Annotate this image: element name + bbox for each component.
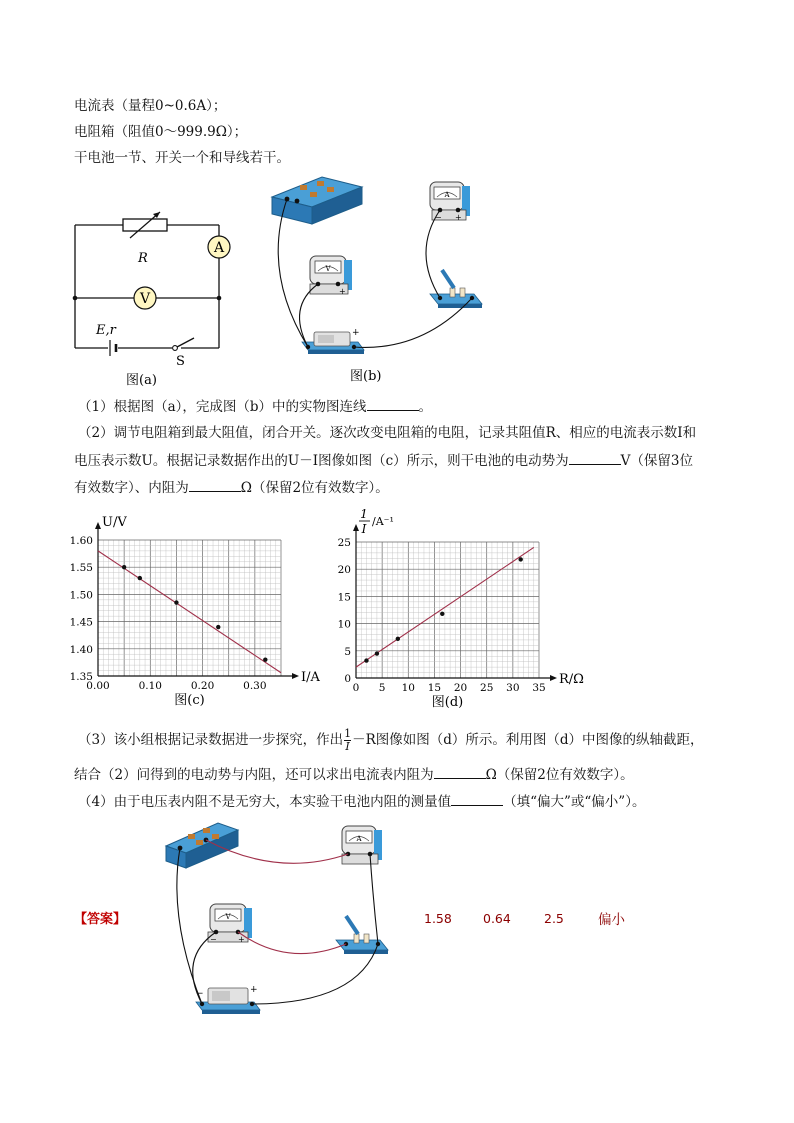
- data-point: [138, 576, 142, 580]
- x-axis-label: R/Ω: [559, 672, 584, 687]
- question-2-line-3-text: 有效数字）、内阻为: [74, 480, 189, 496]
- battery-minus: −: [196, 989, 204, 999]
- battery-holder: [196, 985, 260, 1014]
- question-4-text: （4）由于电压表内阻不是无穷大，本实验干电池内阻的测量值: [78, 794, 452, 810]
- data-point: [216, 625, 220, 629]
- y-label-unit: /A⁻¹: [372, 515, 394, 528]
- source-label: E,r: [96, 323, 116, 338]
- inverse-current-fraction: [344, 728, 351, 753]
- x-tick-label: 25: [480, 682, 494, 694]
- question-3-line-2-text: 结合（2）问得到的电动势与内阻，还可以求出电流表内阻为: [74, 767, 434, 783]
- question-2-line-3: [74, 477, 389, 498]
- battery-plus: +: [250, 985, 258, 995]
- answer-emf: 1.58: [424, 911, 452, 926]
- ammeter-device: [342, 826, 382, 864]
- equipment-resistance-box: 电阻箱（阻值0～999.9Ω）；: [74, 124, 248, 140]
- battery-holder: [302, 328, 364, 354]
- data-point: [122, 565, 126, 569]
- circuit-diagram-a: [66, 210, 236, 390]
- y-tick-label: 1.40: [69, 643, 93, 656]
- battery-plus: +: [352, 328, 360, 338]
- figure-a-caption: 图(a): [126, 373, 157, 388]
- x-tick-label: 0.20: [190, 680, 215, 692]
- question-2-line-2: [74, 450, 693, 471]
- question-2-line-2-text: 电压表示数U。根据记录数据作出的U－I图像如图（c）所示，则干电池的电动势为: [74, 453, 569, 469]
- data-point: [519, 557, 523, 561]
- switch-symbol: [173, 346, 178, 351]
- y-axis-arrow: [95, 522, 101, 529]
- x-tick-label: 0.00: [86, 680, 110, 692]
- question-3-line-2: [74, 764, 634, 785]
- x-tick-label: 0.10: [138, 680, 162, 692]
- voltmeter-plus: +: [339, 287, 346, 296]
- answer-label: 【答案】: [74, 912, 127, 927]
- y-tick-label: 20: [337, 564, 351, 577]
- ammeter-minus: −: [435, 213, 442, 222]
- y-axis-arrow: [353, 524, 359, 531]
- fraction-numerator: 1: [344, 727, 352, 740]
- question-2-line-3-end: Ω（保留2位有效数字）。: [240, 480, 389, 496]
- ammeter-plus: +: [455, 213, 462, 222]
- answer-internal-resistance: 0.64: [483, 911, 511, 926]
- resistance-box: [272, 177, 362, 224]
- data-point: [263, 657, 267, 661]
- x-axis-arrow: [292, 673, 299, 679]
- voltmeter-letter: V: [139, 291, 151, 307]
- figure-d-caption: 图(d): [431, 695, 464, 710]
- question-1-end: 。: [418, 399, 433, 415]
- resistance-box: [166, 823, 238, 868]
- question-2-line-2-end: V（保留3位: [620, 453, 693, 469]
- data-point: [440, 612, 444, 616]
- answer-ammeter-resistance: 2.5: [544, 911, 564, 926]
- x-tick-label: 35: [532, 682, 546, 694]
- question-3-line-1-text: （3）该小组根据记录数据进一步探究，作出: [78, 732, 344, 748]
- voltmeter-device: [310, 256, 352, 296]
- y-tick-label: 15: [337, 591, 351, 604]
- fit-line: [98, 551, 281, 673]
- ammeter-letter: A: [213, 240, 225, 256]
- y-label-numerator: 1: [360, 507, 368, 521]
- fraction-denominator: I: [345, 740, 350, 753]
- question-3-line-2-end: Ω（保留2位有效数字）。: [485, 767, 634, 783]
- ammeter-device-letter: A: [444, 191, 450, 199]
- question-3-line-1: [78, 728, 704, 753]
- chart-inverse-i-r: [330, 504, 600, 724]
- y-axis-label: U/V: [102, 515, 127, 530]
- ammeter-device-letter: A: [356, 835, 362, 843]
- equipment-battery: 干电池一节、开关一个和导线若干。: [74, 150, 290, 166]
- y-axis-label: [359, 507, 394, 536]
- y-tick-label: 0: [344, 673, 351, 685]
- resistor-label: R: [138, 251, 148, 266]
- y-tick-label: 10: [337, 618, 351, 631]
- x-axis-arrow: [550, 675, 557, 681]
- bias-blank[interactable]: [451, 791, 503, 806]
- switch-device: [336, 916, 388, 954]
- chart-u-i: [60, 508, 330, 723]
- voltmeter-minus: −: [210, 935, 217, 944]
- emf-blank[interactable]: [569, 450, 621, 465]
- ammeter-resistance-blank[interactable]: [434, 764, 486, 779]
- y-tick-label: 5: [344, 645, 351, 658]
- x-tick-label: 0: [352, 682, 360, 694]
- data-point: [364, 658, 368, 662]
- question-1-blank[interactable]: [367, 396, 419, 411]
- y-tick-label: 1.35: [69, 671, 93, 683]
- x-tick-label: 30: [506, 682, 520, 694]
- question-1-text: （1）根据图（a），完成图（b）中的实物图连线: [78, 399, 367, 415]
- voltmeter-device-letter: V: [225, 913, 231, 921]
- data-point: [396, 637, 400, 641]
- figure-b-caption: 图(b): [350, 369, 382, 384]
- question-4-end: （填“偏大”或“偏小”）。: [503, 794, 646, 810]
- answer-wiring-diagram: [158, 818, 398, 1018]
- voltmeter-device-letter: V: [325, 265, 331, 273]
- y-tick-label: 1.60: [69, 535, 93, 547]
- x-tick-label: 0.30: [243, 680, 267, 692]
- x-tick-label: 15: [427, 682, 442, 694]
- apparatus-diagram-b: [262, 172, 502, 386]
- y-tick-label: 1.45: [69, 616, 93, 629]
- data-point: [174, 600, 178, 604]
- voltmeter-plus: +: [238, 935, 245, 944]
- question-2-line-1: （2）调节电阻箱到最大阻值，闭合开关。逐次改变电阻箱的电阻，记录其阻值R、相应的电流表示数I和: [78, 425, 697, 441]
- switch-label: S: [176, 354, 185, 369]
- x-tick-label: 10: [401, 682, 415, 694]
- y-tick-label: 25: [337, 537, 351, 549]
- x-tick-label: 5: [378, 682, 386, 694]
- question-3-line-1-end: －R图像如图（d）所示。利用图（d）中图像的纵轴截距，: [352, 732, 704, 748]
- answer-bias: 偏小: [598, 912, 625, 928]
- y-tick-label: 1.55: [69, 562, 93, 575]
- x-tick-label: 20: [453, 682, 468, 694]
- grid: [98, 540, 281, 676]
- y-tick-label: 1.50: [69, 589, 93, 602]
- x-axis-label: I/A: [301, 670, 320, 685]
- internal-resistance-blank[interactable]: [189, 477, 241, 492]
- data-point: [375, 651, 379, 655]
- question-1: [78, 396, 432, 417]
- equipment-ammeter: 电流表（量程0~0.6A）；: [74, 98, 227, 114]
- figure-c-caption: 图(c): [174, 693, 205, 708]
- question-4: [78, 791, 645, 812]
- y-label-denominator: I: [361, 522, 367, 536]
- switch-device: [430, 270, 482, 308]
- voltmeter-device: [208, 904, 252, 944]
